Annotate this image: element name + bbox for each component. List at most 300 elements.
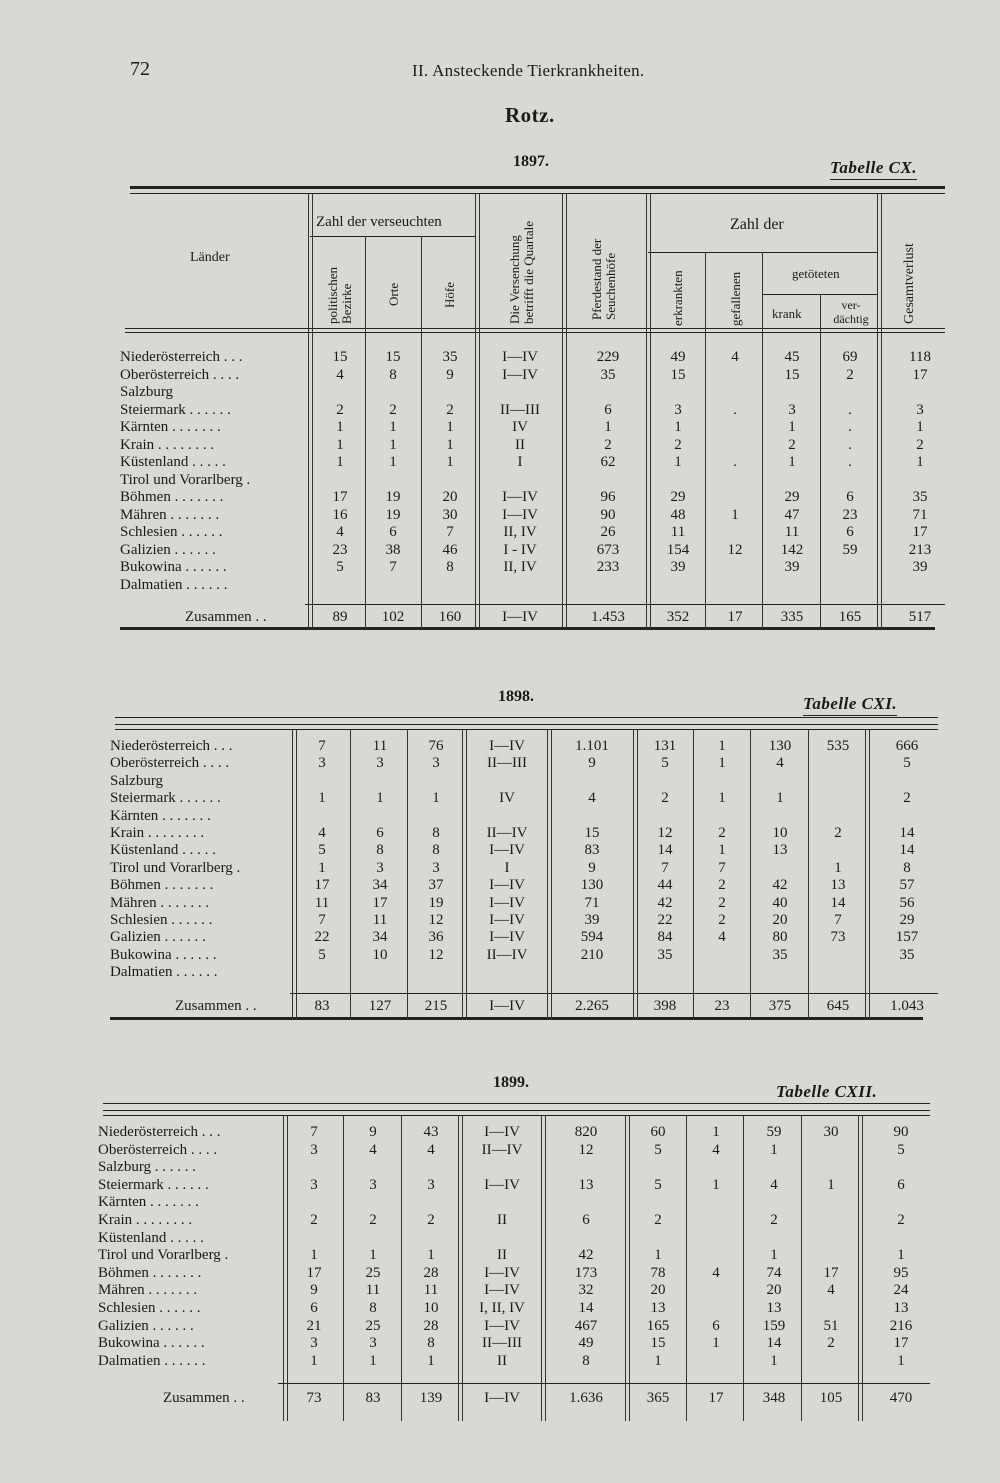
total-label: Zusammen . . [175,998,257,1014]
cell-erkrankten: 3 [674,401,682,418]
total-pferdestand: 2.265 [575,998,609,1014]
cell-orte: 25 [365,1264,381,1281]
land-name: Böhmen . . . . . . . [98,1264,202,1281]
cell-gefallenen: 1 [712,1124,720,1140]
land-name: Steiermark . . . . . . [110,790,221,807]
cell-krank: 1 [770,1247,778,1264]
cell-pferdestand: 42 [578,1247,594,1264]
cell-gesamtverlust: 35 [912,489,928,505]
cell-erkrankten: 35 [657,946,673,963]
cell-gesamtverlust: 14 [899,825,915,841]
cell-hoefe: 2 [446,401,454,418]
land-name: Tirol und Vorarlberg . [120,471,251,488]
cell-verdaechtig: 69 [842,349,858,365]
cell-pferdestand: 1.101 [575,738,609,754]
total-label: Zusammen . . [185,609,267,625]
cell-hoefe: 1 [427,1247,435,1264]
cell-erkrankten: 13 [650,1300,666,1316]
total-orte: 102 [381,609,405,625]
cell-bezirke: 3 [310,1176,318,1193]
table-row [120,471,945,489]
cell-gefallenen: . [733,401,737,418]
cell-quartale: I—IV [502,366,538,383]
cell-gefallenen: 4 [731,349,739,365]
cell-hoefe: 8 [432,825,440,841]
cell-hoefe: 3 [432,859,440,876]
land-name: Oberösterreich . . . . [110,755,230,772]
table-row [110,824,938,842]
cell-krank: 40 [772,894,788,911]
cell-quartale: I, II, IV [479,1300,525,1316]
land-name: Salzburg . . . . . . [98,1159,197,1176]
land-name: Böhmen . . . . . . . [110,877,214,894]
table-label: Tabelle CXI. [803,694,897,716]
header-zahl-der: Zahl der [730,216,784,233]
cell-verdaechtig: . [848,454,852,470]
cell-hoefe: 30 [442,506,458,523]
cell-hoefe: 1 [446,419,454,435]
cell-quartale: IV [512,419,528,435]
table-row [120,348,945,366]
table-row [98,1123,930,1141]
cell-erkrankten: 22 [657,912,673,928]
cell-hoefe: 12 [428,912,444,928]
cell-bezirke: 1 [310,1352,318,1369]
table-row [120,418,945,436]
cell-pferdestand: 39 [584,912,600,928]
cell-quartale: II—III [482,1335,522,1352]
table-row [110,894,938,912]
cell-quartale: II [497,1352,507,1369]
table-year: 1897. [513,153,549,170]
total-krank: 375 [768,998,792,1014]
cell-gesamtverlust: 1 [916,419,924,435]
cell-hoefe: 28 [423,1317,439,1334]
cell-bezirke: 1 [336,419,344,435]
cell-gefallenen: 1 [718,755,726,772]
cell-hoefe: 10 [423,1300,439,1316]
cell-verdaechtig: 2 [834,825,842,841]
cell-pferdestand: 8 [582,1352,590,1369]
total-erkrankten: 352 [666,609,690,625]
table-year: 1899. [493,1074,529,1091]
cell-bezirke: 5 [336,559,344,575]
cell-orte: 11 [372,738,388,754]
land-name: Galizien . . . . . . [98,1317,194,1334]
cell-erkrankten: 29 [670,489,686,505]
land-name: Dalmatien . . . . . . [110,964,218,981]
cell-gesamtverlust: 666 [895,738,919,754]
cell-bezirke: 5 [318,946,326,963]
cell-pferdestand: 9 [588,755,596,772]
cell-quartale: I—IV [484,1317,520,1334]
cell-hoefe: 76 [428,738,444,754]
cell-quartale: II—IV [486,946,528,963]
header-verdaechtig: ver- dächtig [833,298,869,326]
cell-gesamtverlust: 216 [889,1317,913,1334]
land-name: Niederösterreich . . . [110,738,233,754]
total-gefallenen: 17 [708,1390,724,1406]
total-verdaechtig: 105 [819,1390,843,1406]
cell-verdaechtig: 17 [823,1264,839,1281]
table-row [120,541,945,559]
cell-gefallenen: 4 [712,1141,720,1158]
cell-pferdestand: 83 [584,842,600,859]
cell-bezirke: 22 [314,929,330,946]
cell-hoefe: 8 [446,559,454,575]
land-name: Kärnten . . . . . . . [110,807,211,824]
cell-bezirke: 21 [306,1317,322,1334]
cell-orte: 6 [389,524,397,540]
cell-pferdestand: 173 [574,1264,598,1281]
cell-orte: 38 [385,541,401,558]
cell-pferdestand: 210 [580,946,604,963]
cell-krank: 142 [780,541,804,558]
cell-verdaechtig: 7 [834,912,842,928]
cell-krank: 14 [766,1335,782,1352]
land-name: Krain . . . . . . . . [110,825,205,841]
land-name: Krain . . . . . . . . [120,436,215,453]
cell-orte: 2 [369,1212,377,1228]
cell-gesamtverlust: 1 [897,1352,905,1369]
header-pferdestand: Pferdestand der Seuchenhöfe [589,238,618,320]
cell-quartale: II [497,1212,507,1228]
cell-orte: 19 [385,489,401,505]
cell-krank: 1 [788,419,796,435]
cell-quartale: I—IV [489,894,525,911]
cell-pferdestand: 229 [596,349,620,365]
cell-orte: 1 [369,1352,377,1369]
cell-orte: 11 [365,1282,381,1299]
cell-gefallenen: 1 [712,1176,720,1193]
cell-gesamtverlust: 14 [899,842,915,859]
land-name: Oberösterreich . . . . [120,366,240,383]
cell-hoefe: 7 [446,524,454,540]
land-name: Bukowina . . . . . . [110,946,217,963]
cell-orte: 3 [369,1176,377,1193]
cell-bezirke: 3 [318,755,326,772]
total-verdaechtig: 645 [826,998,850,1014]
cell-gesamtverlust: 39 [912,559,928,575]
table-row [110,911,938,929]
cell-erkrankten: 84 [657,929,673,946]
cell-gesamtverlust: 2 [916,436,924,453]
table-1897 [120,186,945,636]
cell-quartale: I—IV [484,1282,520,1299]
cell-krank: 35 [772,946,788,963]
table-row [120,558,945,576]
cell-gesamtverlust: 57 [899,877,915,894]
cell-quartale: II—IV [486,825,528,841]
cell-quartale: I—IV [502,489,538,505]
cell-verdaechtig: 51 [823,1317,839,1334]
cell-gefallenen: . [733,454,737,470]
cell-gefallenen: 1 [718,842,726,859]
land-name: Mähren . . . . . . . [120,506,220,523]
land-name: Tirol und Vorarlberg . [98,1247,229,1264]
table-row [98,1193,930,1211]
table-row [98,1352,930,1370]
table-1898 [110,717,938,1025]
header-orte: Orte [386,282,401,306]
land-name: Mähren . . . . . . . [98,1282,198,1299]
cell-krank: 47 [784,506,800,523]
cell-quartale: I [517,454,523,470]
table-row [120,523,945,541]
cell-erkrankten: 42 [657,894,673,911]
total-quartale: I—IV [502,609,538,625]
cell-bezirke: 11 [314,894,330,911]
cell-pferdestand: 62 [600,454,616,470]
cell-verdaechtig: . [848,436,852,453]
cell-pferdestand: 12 [578,1141,594,1158]
cell-pferdestand: 2 [604,436,612,453]
cell-orte: 34 [372,877,388,894]
land-name: Bukowina . . . . . . [98,1335,205,1352]
cell-erkrankten: 12 [657,825,673,841]
cell-bezirke: 1 [310,1247,318,1264]
cell-erkrankten: 15 [650,1335,666,1352]
total-bezirke: 73 [306,1390,322,1406]
total-pferdestand: 1.453 [591,609,625,625]
cell-orte: 1 [369,1247,377,1264]
cell-krank: 130 [768,738,792,754]
cell-orte: 34 [372,929,388,946]
cell-orte: 10 [372,946,388,963]
cell-gefallenen: 7 [718,859,726,876]
cell-verdaechtig: 2 [827,1335,835,1352]
cell-verdaechtig: . [848,419,852,435]
header-gefallenen: gefallenen [728,271,743,326]
table-label: Tabelle CX. [830,158,917,180]
cell-bezirke: 16 [332,506,348,523]
cell-pferdestand: 35 [600,366,616,383]
cell-orte: 6 [376,825,384,841]
cell-verdaechtig: 1 [834,859,842,876]
cell-gesamtverlust: 90 [893,1124,909,1140]
land-name: Niederösterreich . . . [98,1124,221,1140]
cell-verdaechtig: . [848,401,852,418]
land-name: Küstenland . . . . . [110,842,216,859]
cell-orte: 1 [389,454,397,470]
cell-hoefe: 1 [427,1352,435,1369]
cell-verdaechtig: 6 [846,524,854,540]
cell-pferdestand: 32 [578,1282,594,1299]
cell-quartale: I—IV [489,738,525,754]
cell-krank: 45 [784,349,800,365]
table-row [110,807,938,825]
cell-krank: 20 [766,1282,782,1299]
cell-gesamtverlust: 56 [899,894,915,911]
table-row [110,859,938,877]
header-politische-bezirke: politischen Bezirke [325,266,354,324]
cell-bezirke: 4 [336,524,344,540]
cell-erkrankten: 20 [650,1282,666,1299]
cell-orte: 19 [385,506,401,523]
land-name: Schlesien . . . . . . [110,912,213,928]
running-head: II. Ansteckende Tierkrankheiten. [412,61,645,80]
cell-gefallenen: 2 [718,825,726,841]
cell-gesamtverlust: 118 [909,349,931,365]
cell-hoefe: 19 [428,894,444,911]
cell-orte: 1 [376,790,384,807]
table-row [98,1158,930,1176]
cell-krank: 20 [772,912,788,928]
cell-pferdestand: 96 [600,489,616,505]
cell-hoefe: 12 [428,946,444,963]
cell-erkrankten: 11 [670,524,686,540]
table-row [120,453,945,471]
cell-erkrankten: 1 [674,419,682,435]
cell-krank: 13 [766,1300,782,1316]
cell-gefallenen: 6 [712,1317,720,1334]
cell-bezirke: 1 [318,859,326,876]
cell-erkrankten: 5 [661,755,669,772]
cell-hoefe: 9 [446,366,454,383]
table-row [120,436,945,454]
cell-erkrankten: 49 [670,349,686,365]
cell-krank: 4 [776,755,784,772]
cell-erkrankten: 5 [654,1176,662,1193]
cell-erkrankten: 7 [661,859,669,876]
cell-bezirke: 1 [318,790,326,807]
land-name: Steiermark . . . . . . [120,401,231,418]
total-hoefe: 139 [419,1390,443,1406]
land-name: Krain . . . . . . . . [98,1212,193,1228]
cell-pferdestand: 130 [580,877,604,894]
cell-bezirke: 5 [318,842,326,859]
cell-quartale: I—IV [489,842,525,859]
cell-quartale: I—IV [489,877,525,894]
cell-hoefe: 35 [442,349,458,365]
cell-pferdestand: 673 [596,541,620,558]
cell-bezirke: 7 [318,738,326,754]
table-row [98,1317,930,1335]
total-hoefe: 160 [438,609,462,625]
total-orte: 83 [365,1390,381,1406]
table-row [120,576,945,594]
cell-orte: 7 [389,559,397,575]
cell-quartale: I—IV [502,349,538,365]
cell-krank: 42 [772,877,788,894]
cell-hoefe: 8 [432,842,440,859]
cell-quartale: II—IV [481,1141,523,1158]
header-hoefe: Höfe [442,282,457,308]
cell-quartale: I—IV [484,1176,520,1193]
cell-gesamtverlust: 71 [912,506,928,523]
table-row [110,946,938,964]
cell-bezirke: 4 [318,825,326,841]
cell-krank: 3 [788,401,796,418]
cell-krank: 159 [762,1317,786,1334]
cell-gesamtverlust: 213 [908,541,932,558]
land-name: Niederösterreich . . . [120,349,243,365]
land-name: Bukowina . . . . . . [120,559,227,575]
cell-gefallenen: 2 [718,894,726,911]
land-name: Küstenland . . . . . [98,1229,204,1246]
cell-gefallenen: 12 [727,541,743,558]
cell-bezirke: 23 [332,541,348,558]
cell-hoefe: 1 [432,790,440,807]
cell-orte: 1 [389,419,397,435]
page-number: 72 [130,58,150,80]
cell-bezirke: 9 [310,1282,318,1299]
header-erkrankten: erkrankten [670,270,685,326]
cell-orte: 8 [376,842,384,859]
land-name: Kärnten . . . . . . . [120,419,221,435]
cell-orte: 3 [369,1335,377,1352]
cell-gefallenen: 1 [731,506,739,523]
total-verdaechtig: 165 [838,609,862,625]
table-row [120,488,945,506]
cell-erkrankten: 2 [661,790,669,807]
cell-pferdestand: 594 [580,929,604,946]
cell-erkrankten: 165 [646,1317,670,1334]
cell-hoefe: 1 [446,436,454,453]
cell-hoefe: 43 [423,1124,439,1140]
cell-hoefe: 3 [432,755,440,772]
cell-erkrankten: 1 [674,454,682,470]
cell-erkrankten: 131 [653,738,677,754]
cell-gefallenen: 1 [718,738,726,754]
cell-erkrankten: 60 [650,1124,666,1140]
cell-gesamtverlust: 2 [897,1212,905,1228]
table-row [110,963,938,981]
total-erkrankten: 365 [646,1390,670,1406]
table-row [110,789,938,807]
cell-gesamtverlust: 17 [893,1335,909,1352]
page-title: Rotz. [505,103,555,127]
cell-gesamtverlust: 95 [893,1264,909,1281]
cell-krank: 1 [770,1352,778,1369]
total-label: Zusammen . . [163,1390,245,1406]
total-pferdestand: 1.636 [569,1390,603,1406]
cell-hoefe: 20 [442,489,458,505]
cell-quartale: II, IV [503,524,537,540]
cell-gefallenen: 1 [718,790,726,807]
cell-hoefe: 2 [427,1212,435,1228]
total-quartale: I—IV [484,1390,520,1406]
cell-gesamtverlust: 13 [893,1300,909,1316]
cell-verdaechtig: 1 [827,1176,835,1193]
land-name: Salzburg [110,772,164,789]
cell-krank: 39 [784,559,800,575]
land-name: Schlesien . . . . . . [120,524,223,540]
cell-krank: 15 [784,366,800,383]
cell-gesamtverlust: 8 [903,859,911,876]
cell-pferdestand: 13 [578,1176,594,1193]
cell-bezirke: 1 [336,436,344,453]
table-row [110,754,938,772]
header-krank: krank [772,306,802,321]
table-row [98,1211,930,1229]
cell-bezirke: 17 [306,1264,322,1281]
cell-bezirke: 7 [310,1124,318,1140]
total-erkrankten: 398 [653,998,677,1014]
cell-pferdestand: 233 [596,559,620,575]
cell-quartale: II—III [487,755,527,772]
cell-hoefe: 8 [427,1335,435,1352]
cell-pferdestand: 9 [588,859,596,876]
total-gesamtverlust: 517 [908,609,932,625]
cell-verdaechtig: 73 [830,929,846,946]
cell-erkrankten: 1 [654,1247,662,1264]
table-row [120,506,945,524]
cell-pferdestand: 26 [600,524,616,540]
table-label: Tabelle CXII. [776,1082,877,1104]
cell-pferdestand: 1 [604,419,612,435]
cell-gesamtverlust: 1 [916,454,924,470]
